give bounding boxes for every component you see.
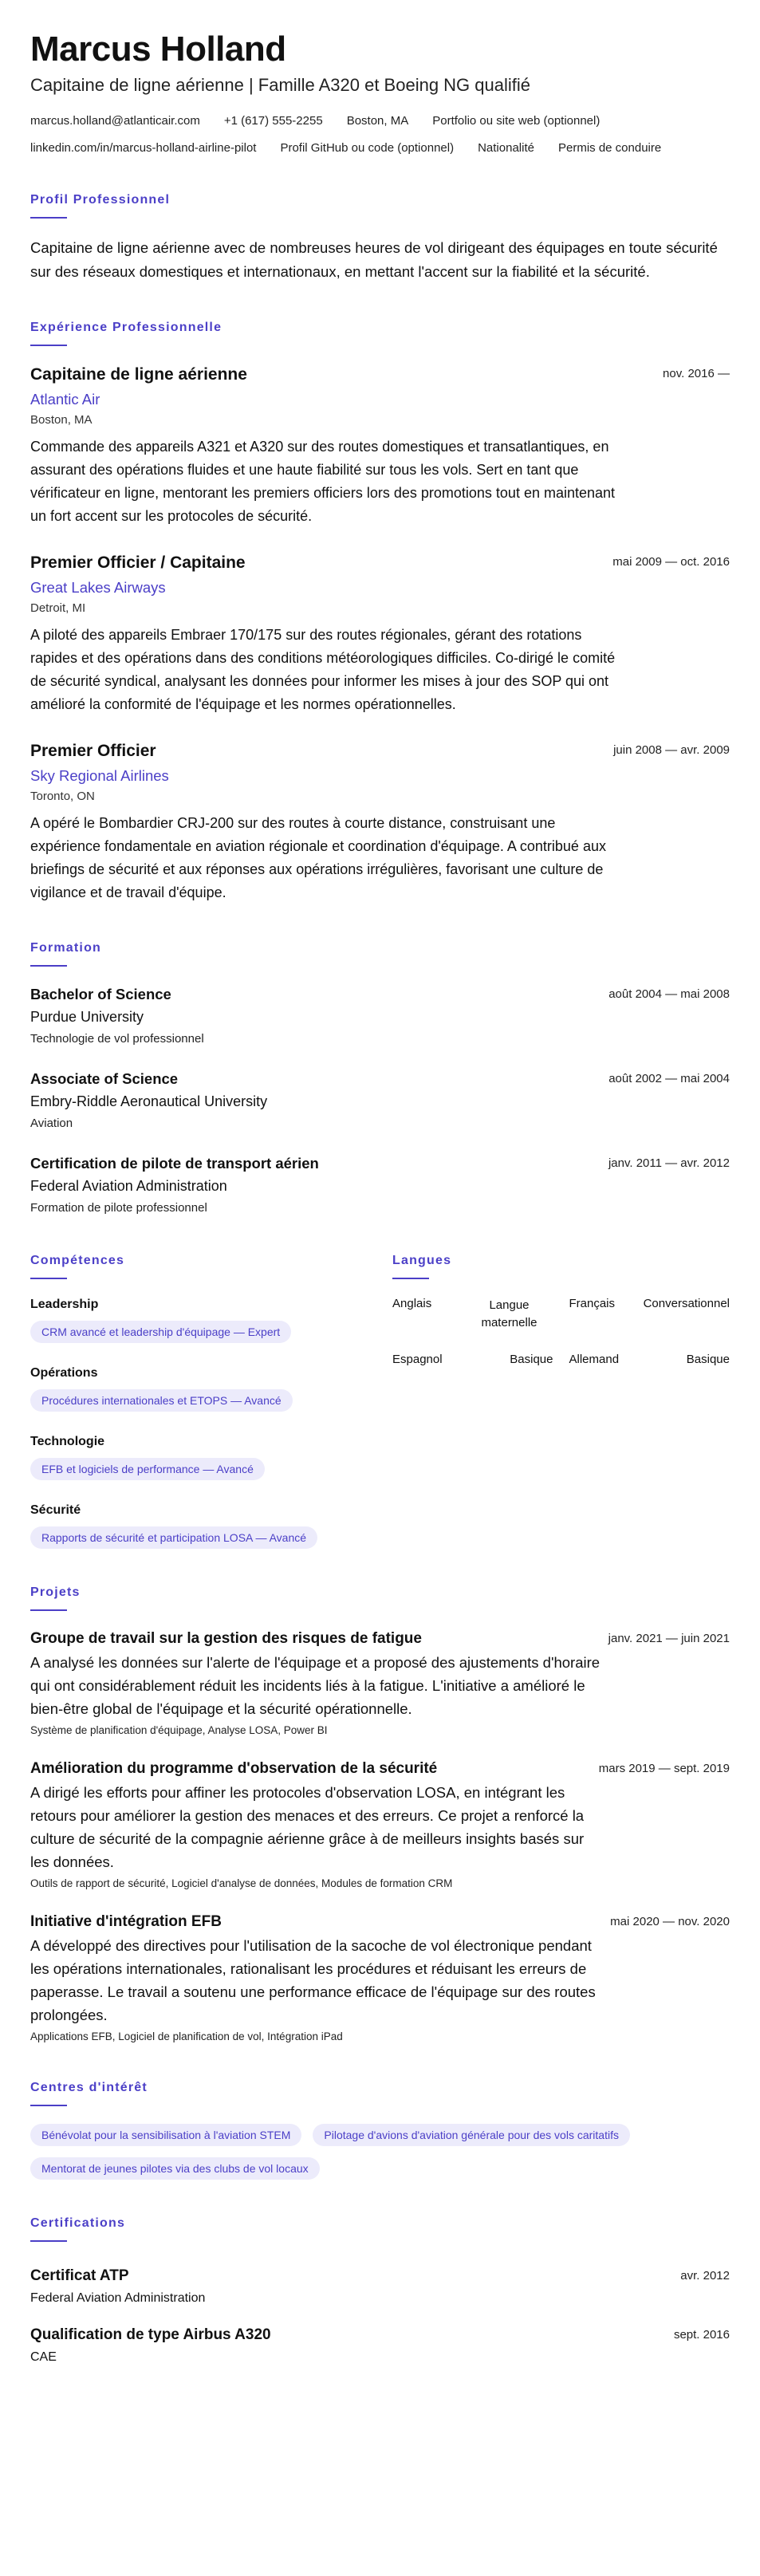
education-date: janv. 2011 — avr. 2012: [608, 1156, 730, 1171]
languages-section: [392, 1254, 730, 1549]
section-divider: [30, 345, 67, 346]
section-divider: [30, 2240, 67, 2242]
education-degree: Certification de pilote de transport aérien: [30, 1155, 319, 1172]
job-location: Detroit, MI: [30, 601, 86, 616]
language-level: Conversationnel: [643, 1297, 730, 1311]
job-date: mai 2009 — oct. 2016: [612, 555, 730, 569]
education-entry: [30, 1069, 730, 1132]
section-title: Centres d'intérêt: [30, 2081, 148, 2095]
job-entry: [30, 740, 730, 904]
education-school: Embry-Riddle Aeronautical University: [30, 1093, 268, 1110]
education-section: [30, 941, 730, 1217]
project-date: mars 2019 — sept. 2019: [598, 1762, 730, 1776]
section-title: Certifications: [30, 2216, 126, 2231]
job-company: Atlantic Air: [30, 391, 100, 408]
job-company: Sky Regional Airlines: [30, 767, 169, 785]
contact-linkedin[interactable]: linkedin.com/in/marcus-holland-airline-pilot: [30, 141, 257, 156]
skill-group: [30, 1434, 392, 1480]
skill-pill: CRM avancé et leadership d'équipage — Expert: [30, 1321, 291, 1343]
section-divider: [30, 1278, 67, 1279]
project-tech: Applications EFB, Logiciel de planification de vol, Intégration iPad: [30, 2030, 343, 2043]
language-name: Français: [569, 1297, 616, 1311]
certification-title: Certificat ATP: [30, 2267, 129, 2285]
skill-group: [30, 1365, 392, 1412]
skill-group: [30, 1297, 392, 1343]
project-entry: [30, 1912, 730, 2044]
job-date: juin 2008 — avr. 2009: [613, 743, 730, 758]
job-date: nov. 2016 —: [663, 367, 730, 381]
interest-pill: Bénévolat pour la sensibilisation à l'aviation STEM: [30, 2124, 301, 2146]
certification-date: avr. 2012: [680, 2269, 730, 2283]
interest-pill: Mentorat de jeunes pilotes via des clubs de vol locaux: [30, 2157, 320, 2180]
certification-issuer: CAE: [30, 2350, 57, 2365]
section-divider: [30, 965, 67, 967]
project-date: mai 2020 — nov. 2020: [610, 1915, 730, 1929]
section-title: Profil Professionnel: [30, 193, 171, 207]
education-date: août 2002 — mai 2004: [608, 1072, 730, 1086]
education-school: Purdue University: [30, 1009, 144, 1026]
profile-text: Capitaine de ligne aérienne avec de nombreuses heures de vol dirigeant des équipages en toute sécurité sur des réseaux domestiques et internationaux, en mettant l'accent sur la fiabilité et la sécurité.: [30, 239, 718, 281]
project-entry: [30, 1759, 730, 1891]
skill-pill: EFB et logiciels de performance — Avancé: [30, 1458, 265, 1480]
education-entry: [30, 984, 730, 1048]
language-level: Basique: [510, 1353, 553, 1367]
certification-date: sept. 2016: [673, 2328, 730, 2342]
skill-group: [30, 1503, 392, 1549]
certification-title: Qualification de type Airbus A320: [30, 2326, 271, 2344]
language-level: Basique: [686, 1353, 730, 1367]
language-item: [392, 1297, 561, 1332]
language-item: [561, 1353, 730, 1366]
section-title: Expérience Professionnelle: [30, 321, 222, 335]
section-divider: [30, 1609, 67, 1611]
certifications-section: [30, 2216, 730, 2366]
language-name: Espagnol: [392, 1353, 443, 1367]
job-title: Capitaine de ligne aérienne: [30, 365, 247, 384]
section-title: Compétences: [30, 1254, 125, 1268]
section-title: Projets: [30, 1585, 81, 1600]
certification-issuer: Federal Aviation Administration: [30, 2291, 206, 2306]
section-divider: [30, 217, 67, 219]
contact-nationality: Nationalité: [478, 141, 534, 156]
project-tech: Système de planification d'équipage, Analyse LOSA, Power BI: [30, 1724, 328, 1737]
project-description: A dirigé les efforts pour affiner les protocoles d'observation LOSA, en intégrant les retours pour améliorer la gestion des menaces et des erreurs. Ce projet a renforcé la culture de sécurité de la compagnie aérienne grâce à de meilleurs insights basés sur les données.: [30, 1784, 585, 1871]
skill-pill: Rapports de sécurité et participation LOSA — Avancé: [30, 1526, 317, 1549]
language-item: [392, 1353, 561, 1366]
job-title: Premier Officier / Capitaine: [30, 553, 246, 573]
skill-category: Leadership: [30, 1298, 99, 1312]
contact-portfolio[interactable]: Portfolio ou site web (optionnel): [432, 114, 601, 128]
interests-section: [30, 2081, 730, 2180]
language-level: Langue maternelle: [481, 1298, 538, 1330]
education-degree: Associate of Science: [30, 1070, 179, 1088]
contact-phone: +1 (617) 555-2255: [223, 114, 323, 128]
education-field: Technologie de vol professionnel: [30, 1032, 204, 1046]
interest-list: [30, 2124, 730, 2180]
skill-category: Sécurité: [30, 1503, 81, 1518]
job-description: A opéré le Bombardier CRJ-200 sur des routes à courte distance, construisant une expérience fondamentale en aviation régionale et coordination d'équipage. A contribué aux briefings de sécurité et aux réponses aux opérations irrégulières, favorisant une culture de vigilance et de travail d'équipe.: [30, 815, 606, 901]
contact-license: Permis de conduire: [557, 141, 662, 156]
experience-section: [30, 321, 730, 904]
skill-category: Opérations: [30, 1366, 98, 1381]
project-entry: [30, 1629, 730, 1738]
education-field: Formation de pilote professionnel: [30, 1201, 207, 1215]
skills-section: [30, 1254, 392, 1549]
project-title: Groupe de travail sur la gestion des risques de fatigue: [30, 1630, 422, 1648]
skills-languages-row: [30, 1254, 730, 1549]
certification-entry: [30, 2325, 730, 2366]
profile-section: [30, 193, 730, 284]
resume-header: [30, 30, 730, 156]
candidate-headline: Capitaine de ligne aérienne | Famille A320 et Boeing NG qualifié: [30, 75, 530, 96]
language-item: [561, 1297, 730, 1332]
job-company: Great Lakes Airways: [30, 579, 166, 597]
candidate-name: Marcus Holland: [30, 30, 286, 69]
section-title: Formation: [30, 941, 102, 955]
section-divider: [392, 1278, 429, 1279]
education-school: Federal Aviation Administration: [30, 1178, 227, 1195]
project-date: janv. 2021 — juin 2021: [608, 1632, 730, 1646]
language-list: [392, 1297, 730, 1366]
project-description: A développé des directives pour l'utilisation de la sacoche de vol électronique pendant les opérations internationales, rationalisant les procédures et réduisant les erreurs de paperasse. Le travail a soutenu une performance efficace de l'équipage sur des routes prolongées.: [30, 1937, 596, 2024]
job-title: Premier Officier: [30, 742, 156, 761]
project-tech: Outils de rapport de sécurité, Logiciel d'analyse de données, Modules de formation CRM: [30, 1877, 453, 1890]
certification-entry: [30, 2266, 730, 2307]
education-degree: Bachelor of Science: [30, 986, 171, 1003]
section-title: Langues: [392, 1254, 452, 1268]
project-description: A analysé les données sur l'alerte de l'équipage et a proposé des ajustements d'horaire qui ont considérablement réduit les incidents liés à la fatigue. L'initiative a amélioré le bien-être global de l'équipage et la sécurité opérationnelle.: [30, 1654, 601, 1718]
job-entry: [30, 552, 730, 716]
project-title: Initiative d'intégration EFB: [30, 1913, 222, 1931]
job-location: Toronto, ON: [30, 790, 95, 804]
job-description: Commande des appareils A321 et A320 sur des routes domestiques et transatlantiques, en assurant des opérations fluides et une haute fiabilité sur tous les vols. Sert en tant que vérificateur en ligne, mentorant les premiers officiers lors des promotions tout en maintenant un fort accent sur les protocoles de sécurité.: [30, 439, 616, 525]
skill-category: Technologie: [30, 1435, 105, 1449]
contact-github[interactable]: Profil GitHub ou code (optionnel): [280, 141, 455, 156]
education-entry: [30, 1153, 730, 1217]
language-name: Anglais: [392, 1297, 432, 1311]
section-divider: [30, 2105, 67, 2106]
language-name: Allemand: [569, 1353, 620, 1367]
project-title: Amélioration du programme d'observation de la sécurité: [30, 1760, 438, 1778]
education-field: Aviation: [30, 1117, 73, 1131]
job-description: A piloté des appareils Embraer 170/175 sur des routes régionales, gérant des rotations rapides et des opérations dans des conditions météorologiques difficiles. Co-dirigé le comité de sécurité syndical, analysant les données pour informer les mises à jour des SOP qui ont amélioré la conformité de l'équipage et les normes opérationnelles.: [30, 627, 616, 713]
skill-pill: Procédures internationales et ETOPS — Avancé: [30, 1389, 293, 1412]
contact-list: [30, 113, 730, 156]
job-location: Boston, MA: [30, 413, 93, 427]
projects-section: [30, 1585, 730, 2044]
education-date: août 2004 — mai 2008: [608, 987, 730, 1002]
interest-pill: Pilotage d'avions d'aviation générale pour des vols caritatifs: [313, 2124, 630, 2146]
contact-email[interactable]: marcus.holland@atlanticair.com: [30, 114, 200, 128]
job-entry: [30, 364, 730, 528]
contact-location: Boston, MA: [346, 114, 409, 128]
